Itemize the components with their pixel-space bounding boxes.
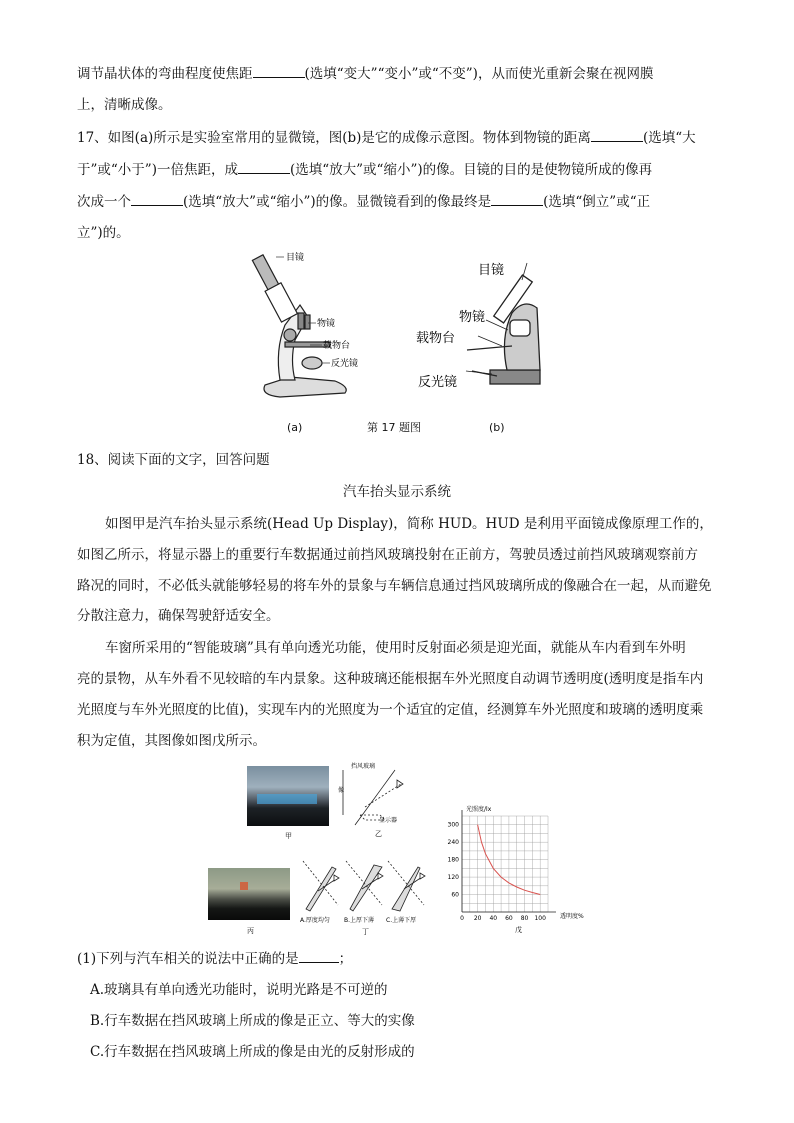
text: (选填“放大”或“缩小”)的像。显微镜看到的像最终是 [183, 194, 492, 210]
text: 次成一个 [77, 194, 131, 210]
blank[interactable] [491, 191, 543, 206]
chart-wu [440, 800, 590, 935]
x-tick-label: 20 [473, 915, 482, 922]
text-line-1 [77, 63, 653, 84]
label-display: 显示器 [379, 817, 398, 824]
x-tick-label: 100 [534, 915, 546, 922]
q17-line-1 [77, 127, 696, 148]
x-tick-label: 40 [489, 915, 498, 922]
label-uniform: A.厚度均匀 [300, 917, 330, 924]
p1-line-3: 路况的同时，不必低头就能够轻易的将车外的景象与车辆信息通过挡风玻璃所成的像融合在一起，从而避免 [77, 578, 712, 594]
label-mirror-b: 反光镜 [418, 375, 458, 390]
p2-line-4: 积为定值，其图像如图戊所示。 [77, 733, 266, 749]
text: (1)下列与汽车相关的说法中正确的是 [77, 951, 299, 967]
q18-heading: 18、阅读下面的文字，回答问题 [77, 452, 270, 468]
chart-ylabel: 光照度/lx [466, 806, 492, 813]
p2-line-1: 车窗所采用的“智能玻璃”具有单向透光功能，使用时反射面必须是迎光面，就能从车内看到车外明 [105, 640, 686, 656]
microscope-a-figure [250, 245, 360, 405]
blank[interactable] [131, 191, 183, 206]
y-tick-label: 120 [447, 874, 459, 882]
label-bing: 丙 [247, 927, 254, 935]
text: 于”或“小于”)一倍焦距，成 [77, 162, 238, 178]
label-stage-a: 载物台 [323, 341, 351, 351]
chart-xlabel: 透明度% [560, 913, 584, 920]
q17-line-3 [77, 191, 650, 212]
p1-line-4: 分散注意力，确保驾驶舒适安全。 [77, 608, 280, 624]
label-jia: 甲 [285, 832, 292, 840]
q17-line-4: 立”)的。 [77, 225, 130, 241]
option-c[interactable]: C.行车数据在挡风玻璃上所成的像是由光的反射形成的 [90, 1044, 415, 1060]
label-windshield: 挡风玻璃 [351, 763, 376, 770]
glass-types-ding [298, 855, 433, 937]
label-ding: 丁 [362, 928, 369, 936]
label-eyepiece-a: 目镜 [286, 253, 305, 263]
text: ； [338, 951, 353, 967]
y-tick-label: 300 [447, 821, 459, 829]
q17-line-2 [77, 159, 652, 180]
text: (选填“倒立”或“正 [543, 194, 651, 210]
hud-photo-jia [247, 766, 329, 826]
hud-overlay [257, 794, 317, 804]
text: (选填“变大”“变小”或“不变”)，从而使光重新会聚在视网膜 [304, 66, 654, 82]
label-wu: 戊 [515, 926, 522, 934]
label-yi: 乙 [375, 830, 382, 838]
label-objective-a: 物镜 [317, 319, 336, 329]
text: 调节晶状体的弯曲程度使焦距 [77, 66, 253, 82]
y-tick-label: 180 [447, 856, 459, 864]
blank[interactable] [299, 948, 339, 963]
blank[interactable] [253, 63, 305, 78]
caption-a: (a) [287, 421, 303, 434]
caption-b: (b) [489, 421, 505, 434]
label-eyepiece-b: 目镜 [478, 263, 505, 278]
x-tick-label: 80 [520, 915, 529, 922]
label-mirror-a: 反光镜 [331, 359, 359, 369]
x-tick-label: 60 [505, 915, 513, 922]
p1-line-1: 如图甲是汽车抬头显示系统(Head Up Display)，简称 HUD。HUD 是利用平面镜成像原理工作的， [105, 516, 713, 532]
x-tick-label: 0 [460, 915, 464, 922]
p2-line-2: 亮的景物，从车外看不见较暗的车内景象。这种玻璃还能根据车外光照度自动调节透明度(透明度是指车内 [77, 671, 704, 687]
y-tick-label: 240 [447, 839, 459, 847]
chart-grid [462, 816, 548, 912]
label-image: 像 [338, 787, 345, 794]
p1-line-2: 如图乙所示，将显示器上的重要行车数据通过前挡风玻璃投射在正前方，驾驶员透过前挡风玻璃观察前方 [77, 547, 698, 563]
blank[interactable] [238, 159, 290, 174]
sub1-line [77, 948, 352, 969]
hud-diagram-yi [335, 760, 420, 840]
text: (选填“大 [642, 130, 696, 146]
y-tick-label: 60 [451, 891, 459, 899]
text: 17、如图(a)所示是实验室常用的显微镜，图(b)是它的成像示意图。物体到物镜的距离 [77, 130, 591, 146]
label-objective-b: 物镜 [459, 310, 486, 325]
traffic-light [240, 882, 248, 890]
label-top-thin: C.上薄下厚 [386, 917, 417, 924]
p2-line-3: 光照度与车外光照度的比值)，实现车内的光照度为一个适宜的定值，经测算车外光照度和玻璃的透明度乘 [77, 702, 704, 718]
label-stage-b: 载物台 [416, 331, 456, 346]
option-b[interactable]: B.行车数据在挡风玻璃上所成的像是正立、等大的实像 [90, 1013, 415, 1029]
blank[interactable] [591, 127, 643, 142]
article-title: 汽车抬头显示系统 [343, 484, 451, 500]
microscope-b-figure [412, 258, 552, 398]
text-line-2: 上，清晰成像。 [77, 97, 172, 113]
caption-fig17: 第 17 题图 [367, 421, 421, 434]
option-a[interactable]: A.玻璃具有单向透光功能时，说明光路是不可逆的 [90, 982, 388, 998]
car-photo-bing [208, 868, 290, 920]
text: (选填“放大”或“缩小”)的像。目镜的目的是使物镜所成的像再 [289, 162, 653, 178]
label-top-thick: B.上厚下薄 [344, 917, 375, 924]
